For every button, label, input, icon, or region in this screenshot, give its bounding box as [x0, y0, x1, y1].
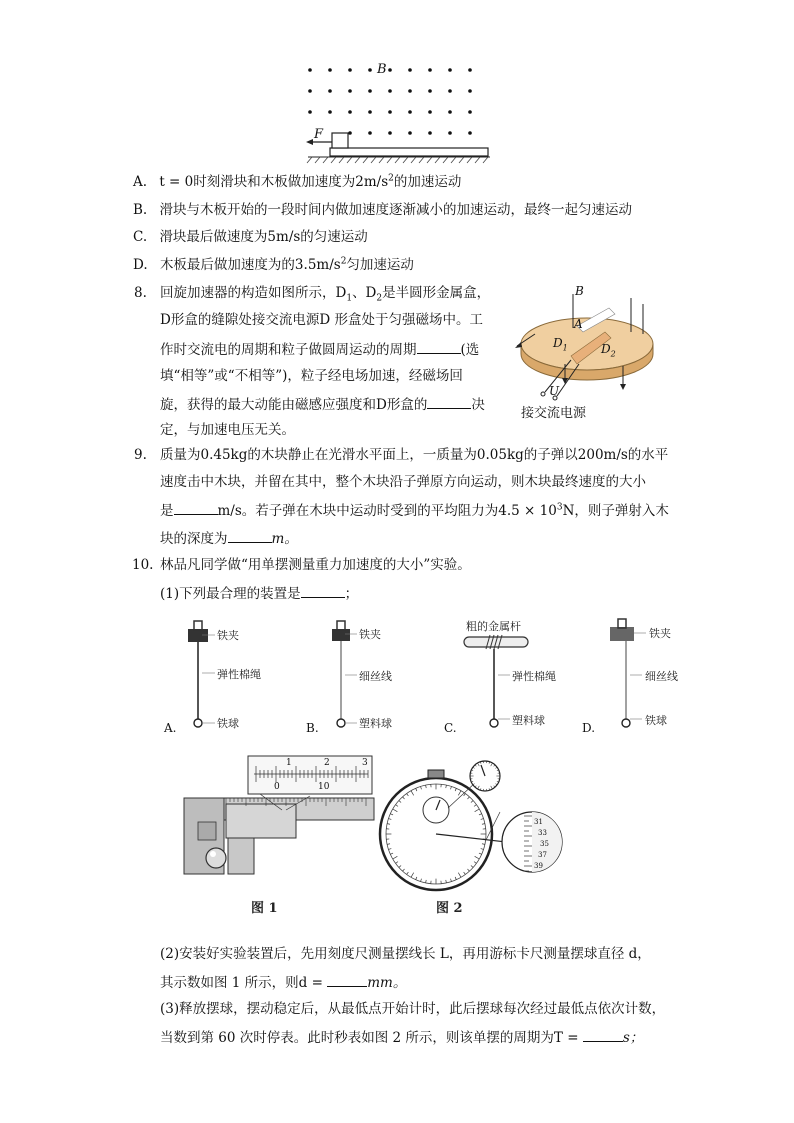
- caliper-vernier-0: 0: [274, 782, 280, 792]
- q10-sub-2-line-2: [160, 971, 406, 993]
- superscript: 2: [388, 173, 394, 184]
- q10-text: (1)下列最合理的装置是: [160, 586, 301, 602]
- q8-line-1: [160, 283, 490, 303]
- apparatus-c-letter[interactable]: C.: [444, 721, 457, 735]
- option-b-text: 滑块与木板开始的一段时间内做加速度逐渐减小的加速运动，最终一起匀速运动: [159, 202, 633, 218]
- field-dot: [468, 110, 472, 114]
- q8-line-5: [160, 393, 485, 415]
- field-dot: [328, 89, 332, 93]
- apparatus-a-top-label: 铁夹: [217, 629, 239, 642]
- option-letter: B.: [133, 202, 148, 218]
- q8-text: 作时交流电的周期和粒子做圆周运动的周期: [160, 342, 417, 358]
- q8-text: (选: [460, 342, 480, 358]
- field-dot: [308, 110, 312, 114]
- field-dot: [428, 68, 432, 72]
- apparatus-a-string-label: 弹性棉绳: [217, 668, 261, 681]
- field-dot: [408, 89, 412, 93]
- q10-sub-1: [160, 582, 358, 604]
- field-dot: [348, 68, 352, 72]
- field-dot: [348, 89, 352, 93]
- magnetic-field-diagram: [300, 60, 500, 168]
- cyclotron-label-b: B: [575, 284, 584, 298]
- field-dot: [308, 68, 312, 72]
- option-a: [133, 172, 461, 192]
- dial-number-37: 37: [538, 851, 547, 859]
- apparatus-b-top-label: 铁夹: [359, 628, 381, 641]
- q8-text: 回旋加速器的构造如图所示，D: [160, 285, 347, 301]
- subscript: 1: [562, 343, 568, 353]
- field-dot: [448, 89, 452, 93]
- superscript: 2: [340, 256, 347, 267]
- apparatus-options: [160, 615, 700, 745]
- apparatus-b-string-label: 细丝线: [359, 670, 392, 683]
- q10-text: 其示数如图 1 所示，则d =: [160, 975, 328, 991]
- field-dot: [388, 68, 392, 72]
- q10-sub-2-line-1: (2)安装好实验装置后，先用刻度尺测量摆线长 L，再用游标卡尺测量摆球直径 d，: [160, 946, 651, 962]
- answer-blank[interactable]: [174, 499, 218, 515]
- apparatus-d-top-label: 铁夹: [649, 627, 671, 640]
- label-text: D: [601, 342, 611, 356]
- question-number-8: 8.: [134, 285, 147, 301]
- subscript: 2: [610, 349, 616, 359]
- dial-number-31: 31: [534, 818, 543, 826]
- vernier-caliper-diagram: [176, 752, 376, 890]
- field-dot: [388, 110, 392, 114]
- q8-text: 、D: [352, 285, 377, 301]
- answer-blank[interactable]: [327, 971, 367, 987]
- q10-text: s；: [622, 1030, 644, 1046]
- q8-text: 旋，获得的最大动能由磁感应强度和D形盒的: [160, 397, 428, 413]
- option-letter: C.: [133, 229, 148, 245]
- label-text: D: [553, 336, 563, 350]
- option-letter: D.: [133, 257, 148, 273]
- field-dot: [388, 131, 392, 135]
- caliper-vernier-10: 10: [318, 782, 330, 792]
- field-dot: [308, 89, 312, 93]
- answer-blank[interactable]: [417, 338, 461, 354]
- field-dot: [348, 110, 352, 114]
- cyclotron-caption: 接交流电源: [521, 406, 587, 421]
- dial-number-33: 33: [538, 829, 547, 837]
- q8-text: 决: [471, 397, 485, 413]
- subscript: 2: [376, 293, 383, 304]
- q8-line-2: D形盒的缝隙处接交流电源D 形盒处于匀强磁场中。工: [160, 312, 483, 328]
- q9-line-3: [160, 499, 669, 521]
- cyclotron-figure: [505, 284, 665, 424]
- field-dot: [408, 110, 412, 114]
- apparatus-c-string-label: 弹性棉绳: [512, 670, 556, 683]
- q10-sub-3-line-1: (3)释放摆球，摆动稳定后，从最低点开始计时，此后摆球每次经过最低点依次计数，: [160, 1001, 666, 1017]
- apparatus-c-top-label: 粗的金属杆: [466, 620, 521, 633]
- cyclotron-label-d1: [553, 336, 568, 353]
- answer-blank[interactable]: [301, 582, 345, 598]
- field-dot: [448, 110, 452, 114]
- apparatus-c-ball-label: 塑料球: [512, 714, 545, 727]
- cyclotron-label-d2: [601, 342, 616, 359]
- slider-block: [332, 133, 348, 148]
- option-c: [133, 227, 368, 247]
- field-board-figure: [300, 60, 500, 168]
- field-dot: [408, 68, 412, 72]
- q10-text: ；: [344, 586, 359, 602]
- question-number-10: 10.: [132, 557, 154, 573]
- option-d-text-tail: 匀加速运动: [346, 257, 414, 273]
- field-dot: [428, 89, 432, 93]
- q9-text: m/s。若子弹在木块中运动时受到的平均阻力为4.5 × 10: [217, 503, 557, 519]
- answer-blank[interactable]: [228, 527, 272, 543]
- option-d: [133, 255, 414, 275]
- q9-text: 是: [160, 503, 174, 519]
- apparatus-a-letter[interactable]: A.: [164, 721, 177, 735]
- field-dot: [368, 110, 372, 114]
- force-label-f: F: [314, 127, 324, 142]
- question-number-9: 9.: [134, 447, 147, 463]
- caliper-scale-1: 1: [286, 758, 292, 768]
- q10-text: mm。: [367, 975, 407, 991]
- field-dot: [368, 89, 372, 93]
- apparatus-b-ball-label: 塑料球: [359, 717, 392, 730]
- q10-line-1: 林品凡同学做“用单摆测量重力加速度的大小”实验。: [160, 557, 471, 573]
- answer-blank[interactable]: [427, 393, 471, 409]
- field-dot: [468, 89, 472, 93]
- apparatus-b-letter[interactable]: B.: [306, 721, 319, 735]
- cyclotron-label-u: U: [549, 384, 560, 398]
- q10-sub-3-line-2: [160, 1026, 643, 1048]
- field-dot: [428, 131, 432, 135]
- figure-1-vernier-caliper: [176, 752, 376, 890]
- field-dot: [368, 131, 372, 135]
- apparatus-d-letter[interactable]: D.: [582, 721, 596, 735]
- q9-text: m。: [271, 531, 298, 547]
- q9-line-4: [160, 527, 298, 549]
- cyclotron-label-a: A: [574, 317, 583, 331]
- field-dot: [408, 131, 412, 135]
- answer-blank[interactable]: [583, 1026, 623, 1042]
- q9-line-2: 速度击中木块，并留在其中，整个木块沿子弹原方向运动，则木块最终速度的大小: [160, 474, 646, 490]
- q10-text: 当数到第 60 次时停表。此时秒表如图 2 所示，则该单摆的周期为T =: [160, 1030, 583, 1046]
- subscript: 1: [346, 293, 353, 304]
- force-arrow: [306, 139, 313, 145]
- apparatus-d-string-label: 细丝线: [645, 670, 678, 683]
- caliper-scale-3: 3: [362, 758, 368, 768]
- q8-text: 是半圆形金属盒，: [382, 285, 491, 301]
- dial-number-35: 35: [540, 840, 549, 848]
- field-dot: [428, 110, 432, 114]
- field-dot: [388, 89, 392, 93]
- field-dot: [368, 68, 372, 72]
- field-dot: [328, 68, 332, 72]
- q9-text: N，则子弹射入木: [562, 503, 669, 519]
- field-dot: [328, 110, 332, 114]
- option-c-text: 滑块最后做速度为5m/s的匀速运动: [159, 229, 368, 245]
- figure-2-stopwatch: [374, 752, 564, 894]
- field-dot: [448, 68, 452, 72]
- option-b: [133, 200, 632, 220]
- field-dot: [448, 131, 452, 135]
- field-label-b: B: [377, 62, 387, 77]
- q8-line-4: 填“相等”或“不相等”)，粒子经电场加速，经磁场回: [160, 368, 463, 384]
- superscript: 3: [556, 502, 563, 513]
- dial-number-39: 39: [534, 862, 543, 870]
- caliper-scale-2: 2: [324, 758, 330, 768]
- figure-2-caption: 图 2: [436, 901, 463, 916]
- apparatus-d-ball-label: 铁球: [645, 714, 667, 727]
- figure-1-caption: 图 1: [251, 901, 278, 916]
- option-d-text: 木板最后做加速度为的3.5m/s: [159, 257, 341, 273]
- option-letter: A.: [133, 174, 148, 190]
- q8-line-6: 定，与加速电压无关。: [160, 422, 295, 438]
- field-dot: [348, 131, 352, 135]
- q9-line-1: 质量为0.45kg的木块静止在光滑水平面上，一质量为0.05kg的子弹以200m/s的水平: [160, 447, 669, 463]
- board: [330, 148, 488, 156]
- q9-text: 块的深度为: [160, 531, 228, 547]
- field-dot: [468, 68, 472, 72]
- option-a-text: t = 0时刻滑块和木板做加速度为2m/s: [159, 174, 389, 190]
- q8-line-3: [160, 338, 479, 360]
- field-dot: [468, 131, 472, 135]
- apparatus-a-ball-label: 铁球: [217, 717, 239, 730]
- option-a-text-tail: 的加速运动: [393, 174, 462, 190]
